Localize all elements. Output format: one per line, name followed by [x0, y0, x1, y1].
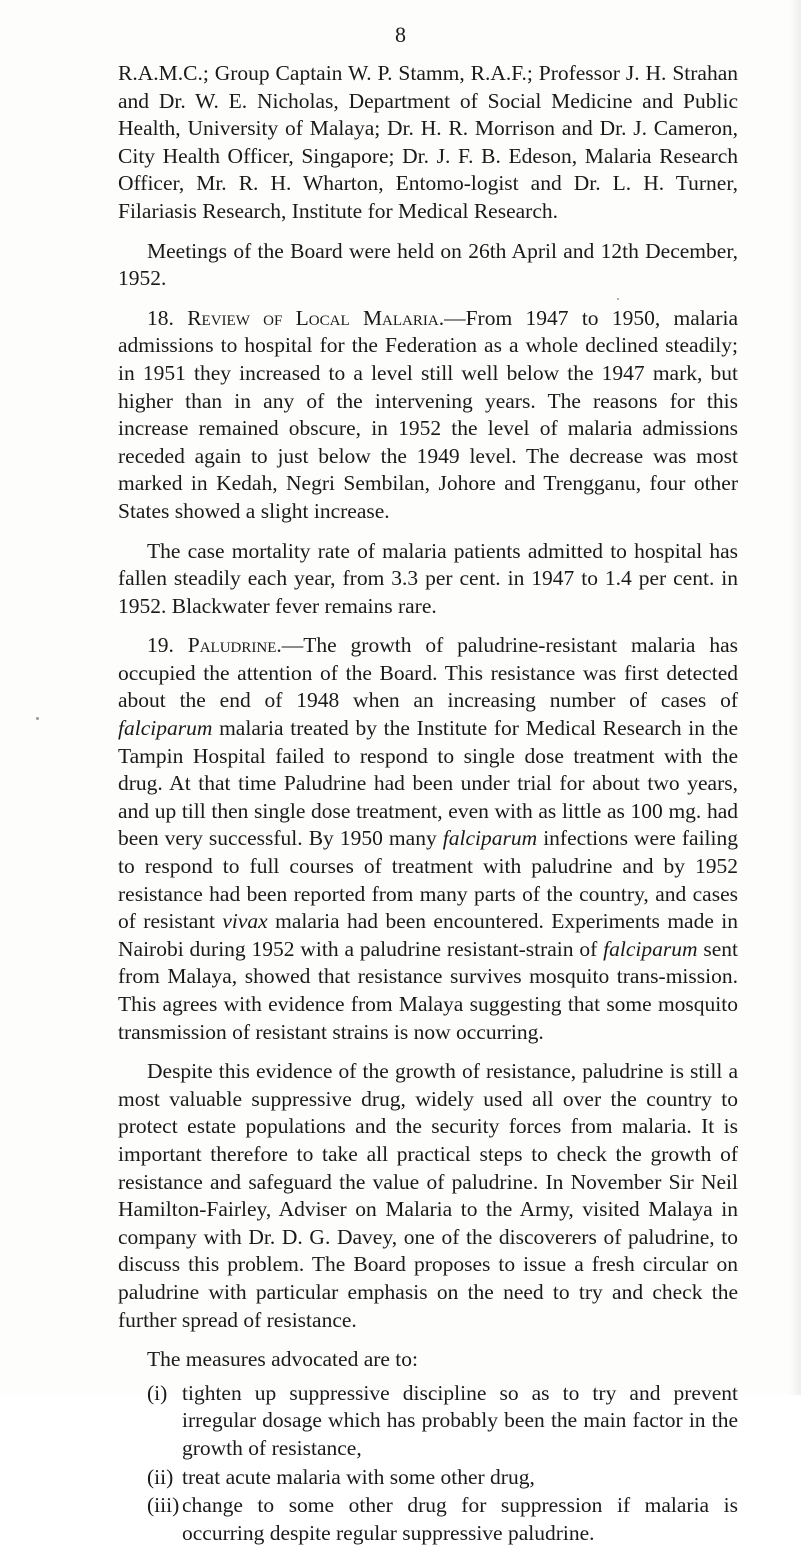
section-19-italic-falciparum-3: falciparum [603, 936, 698, 961]
mortality-paragraph: The case mortality rate of malaria patients admitted to hospital has fallen steadily each year, from 3.3 per cent. in 1947 to 1.4 per cent. in 1952. Blackwater fever remains rare. [118, 538, 738, 618]
section-19-italic-vivax: vivax [222, 909, 268, 934]
measures-list-item [118, 1492, 738, 1547]
section-19-paragraph [118, 632, 738, 1046]
section-19-text-3: infections were failing to respond to full courses of treatment with paludrine and by 1952 resistance had been reported from many parts of the country, and cases of resistant [118, 826, 738, 934]
scan-speck [36, 717, 39, 720]
section-19-text-5: sent from Malaya, showed that resistance survives mosquito trans-mission. This agrees with evidence from Malaya suggesting that some mosquito transmission of resistant strains is now occurring. [118, 936, 738, 1044]
page-body [118, 60, 738, 1548]
section-18-paragraph [118, 305, 738, 526]
scan-speck [617, 298, 619, 300]
list-item-text: treat acute malaria with some other drug, [182, 1464, 535, 1489]
page-edge-shadow [789, 0, 801, 1395]
section-18-number: 18. [147, 305, 174, 330]
section-19-text-1: —The growth of paludrine-resistant malaria has occupied the attention of the Board. This resistance was first detected about the end of 1948 when an increasing number of cases of [118, 633, 738, 713]
measures-list [118, 1380, 738, 1548]
section-19-number: 19. [147, 633, 174, 658]
measures-list-item [118, 1380, 738, 1463]
list-item-marker: (ii) [147, 1464, 174, 1489]
section-19-text-2: malaria treated by the Institute for Medical Research in the Tampin Hospital failed to respond to single dose treatment with the drug. At that time Paludrine had been under trial for about two years, and up till then single dose treatment, even with as little as 100 mg. had been very successful. By 1950 many [118, 716, 738, 851]
list-item-text: tighten up suppressive discipline so as to try and prevent irregular dosage which has probably been the main factor in the growth of resistance, [182, 1380, 738, 1460]
meetings-paragraph: Meetings of the Board were held on 26th April and 12th December, 1952. [118, 238, 738, 291]
section-19-italic-falciparum-1: falciparum [118, 716, 213, 741]
section-19-italic-falciparum-2: falciparum [442, 826, 538, 851]
staff-list-paragraph [118, 60, 738, 226]
section-19-text-4: malaria had been encountered. Experiments made in Nairobi during 1952 with a paludrine resistant-strain of [118, 909, 739, 961]
list-item-text: change to some other drug for suppression if malaria is occurring despite regular suppressive paludrine. [182, 1493, 738, 1545]
staff-list-text: R.A.M.C.; Group Captain W. P. Stamm, R.A.F.; Professor J. H. Strahan and Dr. W. E. Nicholas, Department of Social Medicine and Public Health, University of Malaya; Dr. H. R. Morrison and Dr. J. Cameron, City Health Officer, Singapore; Dr. J. F. B. Edeson, Malaria Research Officer, Mr. R. H. Wharton, Entomo-logist and Dr. L. H. Turner, Filariasis Research, Institute for Medical Research. [118, 61, 738, 223]
measures-intro: The measures advocated are to: [147, 1347, 419, 1372]
list-item-marker: (i) [147, 1380, 168, 1405]
list-item-marker: (iii) [147, 1493, 180, 1518]
page-number: 8 [395, 22, 406, 47]
measures-list-item [118, 1464, 738, 1492]
section-19-heading: Paludrine. [187, 633, 282, 658]
section-18-body: —From 1947 to 1950, malaria admissions to hospital for the Federation as a whole declined steadily; in 1951 they increased to a level still well below the 1947 mark, but higher than in any of the intervening years. The reasons for this increase remained obscure, in 1952 the level of malaria admissions receded again to just below the 1949 level. The decrease was most marked in Kedah, Negri Sembilan, Johore and Trengganu, four other States showed a slight increase. [118, 305, 738, 523]
section-18-heading: Review of Local Malaria. [187, 305, 445, 330]
despite-paragraph: Despite this evidence of the growth of resistance, paludrine is still a most valuable suppressive drug, widely used all over the country to protect estate populations and the security forces from malaria. It is important therefore to take all practical steps to check the growth of resistance and safeguard the value of paludrine. In November Sir Neil Hamilton-Fairley, Adviser on Malaria to the Army, visited Malaya in company with Dr. D. G. Davey, one of the discoverers of paludrine, to discuss this problem. The Board proposes to issue a fresh circular on paludrine with particular emphasis on the need to try and check the further spread of resistance. [118, 1059, 738, 1332]
